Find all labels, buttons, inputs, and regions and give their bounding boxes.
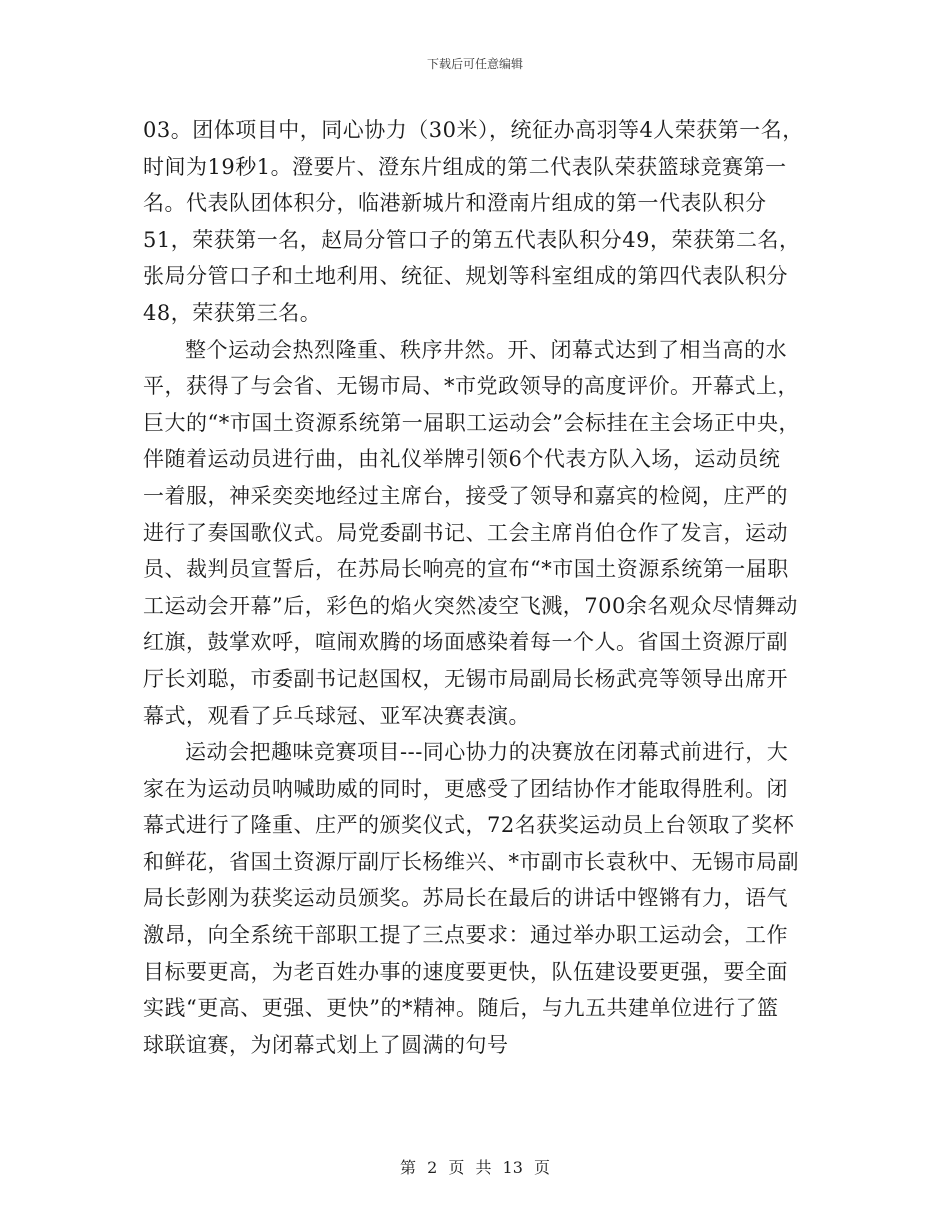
text-line: 局长彭刚为获奖运动员颁奖。苏局长在最后的讲话中铿锵有力，语气 — [143, 886, 788, 911]
text-line: 厅长刘聪，市委副书记赵国权，无锡市局副局长杨武亮等领导出席开 — [143, 666, 788, 691]
document-body — [143, 112, 818, 1063]
text-line: 巨大的“*市国土资源系统第一届职工运动会”会标挂在主会场正中央， — [143, 410, 800, 435]
text-line: 03。团体项目中，同心协力（30米），统征办高羽等4人荣获第一名， — [143, 118, 804, 142]
paragraph-opening-ceremony — [143, 332, 818, 735]
text-line: 51，荣获第一名，赵局分管口子的第五代表队积分49，荣获第二名， — [143, 227, 801, 252]
text-line: 球联谊赛，为闭幕式划上了圆满的句号 — [143, 1032, 509, 1057]
text-line: 幕式，观看了乒乓球冠、亚军决赛表演。 — [143, 703, 530, 728]
page-header: 下载后可任意编辑 — [426, 57, 523, 71]
text-line: 家在为运动员呐喊助威的同时，更感受了团结协作才能取得胜利。闭 — [143, 776, 788, 801]
text-line: 张局分管口子和土地利用、统征、规划等科室组成的第四代表队积分 — [143, 264, 788, 289]
paragraph-results — [143, 112, 818, 332]
text-line: 运动会把趣味竞赛项目---同心协力的决赛放在闭幕式前进行，大 — [185, 740, 789, 765]
text-line: 48，荣获第三名。 — [143, 300, 322, 325]
text-line: 进行了奏国歌仪式。局党委副书记、工会主席肖伯仓作了发言，运动 — [143, 520, 788, 545]
text-line: 名。代表队团体积分，临港新城片和澄南片组成的第一代表队积分 — [143, 191, 767, 216]
text-line: 一着服，神采奕奕地经过主席台，接受了领导和嘉宾的检阅，庄严的 — [143, 483, 788, 508]
text-line: 员、裁判员宣誓后，在苏局长响亮的宣布“*市国土资源系统第一届职 — [143, 557, 789, 582]
paragraph-closing-ceremony — [143, 734, 818, 1063]
page-footer: 第 2 页 共 13 页 — [400, 1158, 550, 1177]
text-line: 整个运动会热烈隆重、秩序井然。开、闭幕式达到了相当高的水 — [185, 337, 787, 362]
text-line: 时间为19秒1。澄要片、澄东片组成的第二代表队荣获篮球竞赛第一 — [143, 154, 787, 179]
text-line: 红旗，鼓掌欢呼，喧闹欢腾的场面感染着每一个人。省国土资源厅副 — [143, 630, 788, 655]
text-line: 目标要更高，为老百姓办事的速度要更快，队伍建设要更强，要全面 — [143, 959, 788, 984]
text-line: 工运动会开幕”后，彩色的焰火突然凌空飞溅，700余名观众尽情舞动 — [143, 593, 798, 618]
text-line: 伴随着运动员进行曲，由礼仪举牌引领6个代表方队入场，运动员统 — [143, 447, 781, 472]
text-line: 实践“更高、更强、更快”的*精神。随后，与九五共建单位进行了篮 — [143, 996, 779, 1021]
text-line: 幕式进行了隆重、庄严的颁奖仪式，72名获奖运动员上台领取了奖杯 — [143, 813, 795, 838]
text-line: 平，获得了与会省、无锡市局、*市党政领导的高度评价。开幕式上， — [143, 374, 799, 399]
text-line: 和鲜花，省国土资源厅副厅长杨维兴、*市副市长袁秋中、无锡市局副 — [143, 849, 799, 874]
text-line: 激昂，向全系统干部职工提了三点要求：通过举办职工运动会，工作 — [143, 923, 788, 948]
